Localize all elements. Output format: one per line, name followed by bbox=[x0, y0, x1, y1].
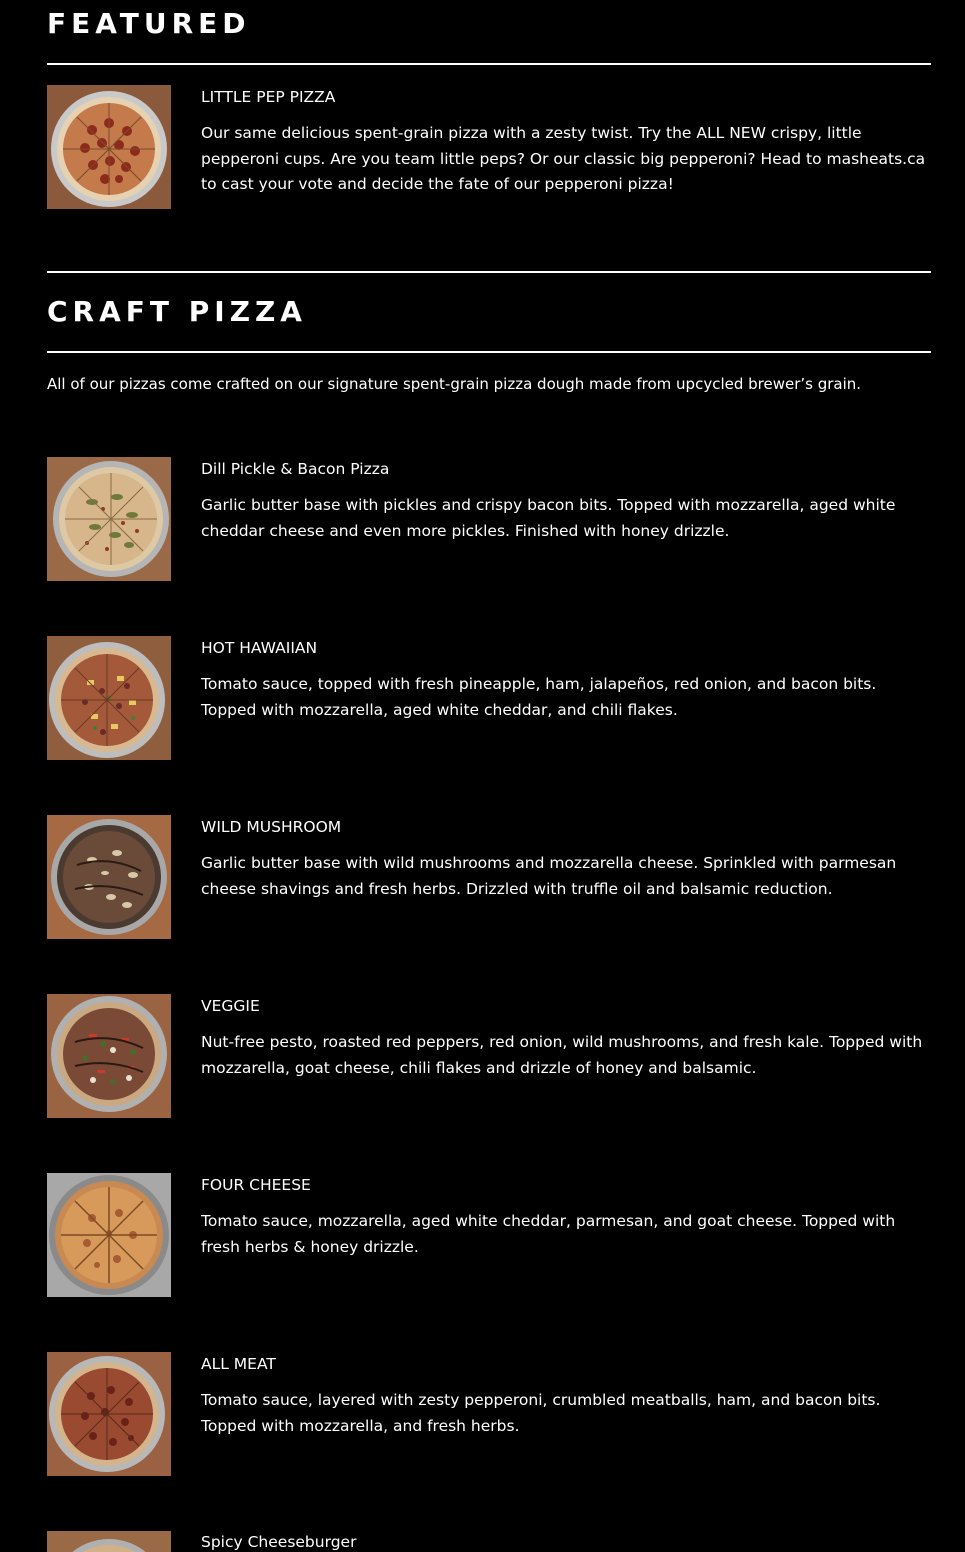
craft-bottom-divider bbox=[47, 351, 931, 353]
featured-section-title: FEATURED bbox=[47, 7, 251, 40]
menu-item-name: ALL MEAT bbox=[201, 1355, 276, 1373]
menu-item-spicy-cheeseburger[interactable] bbox=[47, 1531, 931, 1552]
menu-item-description: Tomato sauce, mozzarella, aged white cheddar, parmesan, and goat cheese. Topped with fresh herbs & honey drizzle. bbox=[201, 1212, 896, 1256]
menu-item-name: Spicy Cheeseburger bbox=[201, 1533, 357, 1551]
craft-top-divider bbox=[47, 271, 931, 273]
menu-item-description: Tomato sauce, layered with zesty pepperoni, crumbled meatballs, ham, and bacon bits. Topped with mozzarella, and fresh herbs. bbox=[201, 1391, 881, 1435]
craft-intro-text: All of our pizzas come crafted on our signature spent-grain pizza dough made from upcycled brewer’s grain. bbox=[47, 375, 862, 393]
menu-item-name: HOT HAWAIIAN bbox=[201, 639, 318, 657]
menu-item-wild-mushroom[interactable] bbox=[47, 815, 931, 939]
all-meat-pizza-photo[interactable] bbox=[47, 1352, 171, 1476]
pepperoni-pizza-photo[interactable] bbox=[47, 85, 171, 209]
menu-item-hot-hawaiian[interactable] bbox=[47, 636, 931, 760]
menu-item-dill-pickle[interactable] bbox=[47, 457, 931, 581]
menu-item-name: Dill Pickle & Bacon Pizza bbox=[201, 460, 390, 478]
dill-pickle-pizza-photo[interactable] bbox=[47, 457, 171, 581]
menu-item-name: WILD MUSHROOM bbox=[201, 818, 342, 836]
menu-item-name: FOUR CHEESE bbox=[201, 1176, 311, 1194]
menu-item-description: Garlic butter base with pickles and crispy bacon bits. Topped with mozzarella, aged white cheddar cheese and even more pickles. Finished with honey drizzle. bbox=[201, 496, 896, 540]
menu-item-name: VEGGIE bbox=[201, 997, 260, 1015]
menu-item-name: LITTLE PEP PIZZA bbox=[201, 88, 336, 106]
menu-item-description: Tomato sauce, topped with fresh pineapple, ham, jalapeños, red onion, and bacon bits. Topped with mozzarella, aged white cheddar, and chili flakes. bbox=[201, 675, 877, 719]
featured-divider bbox=[47, 63, 931, 65]
menu-item-veggie[interactable] bbox=[47, 994, 931, 1118]
four-cheese-pizza-photo[interactable] bbox=[47, 1173, 171, 1297]
menu-item-description: Our same delicious spent-grain pizza with a zesty twist. Try the ALL NEW crispy, little pepperoni cups. Are you team little peps? Or our classic big pepperoni? Head to masheats.ca to cast your vote and decide the fate of our pepperoni pizza! bbox=[201, 124, 926, 193]
menu-item-little-pep[interactable] bbox=[47, 85, 931, 209]
mushroom-pizza-photo[interactable] bbox=[47, 815, 171, 939]
craft-section-title: CRAFT PIZZA bbox=[47, 295, 307, 328]
menu-item-four-cheese[interactable] bbox=[47, 1173, 931, 1297]
menu-item-description: Garlic butter base with wild mushrooms and mozzarella cheese. Sprinkled with parmesan cheese shavings and fresh herbs. Drizzled with truffle oil and balsamic reduction. bbox=[201, 854, 897, 898]
menu-item-all-meat[interactable] bbox=[47, 1352, 931, 1476]
cheeseburger-pizza-photo[interactable] bbox=[47, 1531, 171, 1552]
hawaiian-pizza-photo[interactable] bbox=[47, 636, 171, 760]
menu-item-description: Nut-free pesto, roasted red peppers, red onion, wild mushrooms, and fresh kale. Topped with mozzarella, goat cheese, chili flakes and drizzle of honey and balsamic. bbox=[201, 1033, 923, 1077]
veggie-pizza-photo[interactable] bbox=[47, 994, 171, 1118]
